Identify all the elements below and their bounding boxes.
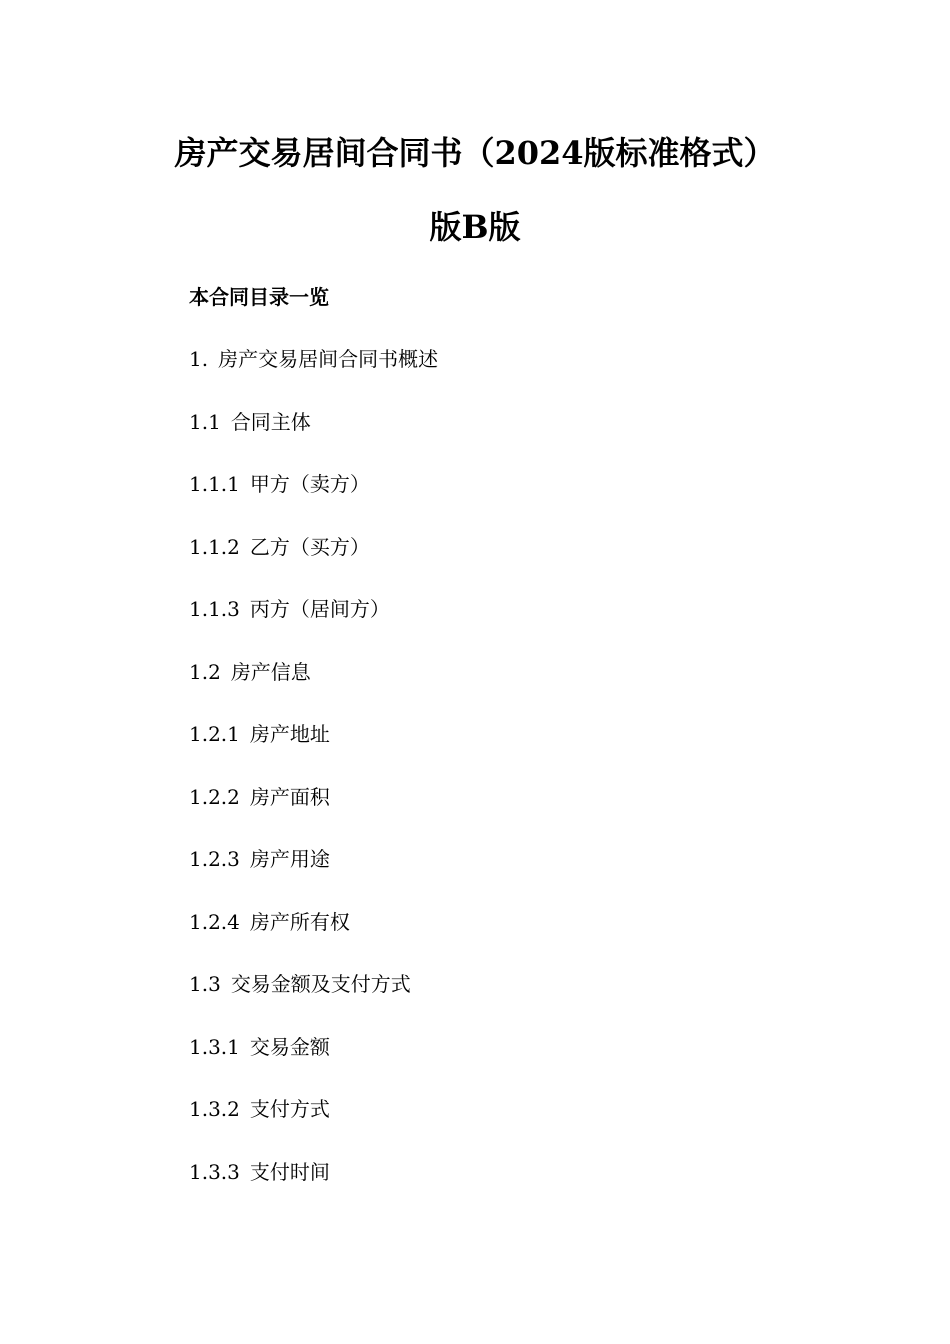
toc-item <box>189 845 438 873</box>
toc-item-text: 房产所有权 <box>249 909 350 934</box>
toc-item-text: 合同主体 <box>230 409 311 434</box>
toc-item-text: 房产交易居间合同书概述 <box>218 347 439 371</box>
toc-item-number: 1.2.2 <box>189 784 240 809</box>
toc-item-number: 1.2.1 <box>189 722 240 746</box>
toc-item-number: 1. <box>189 347 209 371</box>
toc-item <box>189 1033 438 1061</box>
toc-item-number: 1.2.4 <box>189 909 240 934</box>
toc-item-text: 支付方式 <box>249 1097 330 1121</box>
toc-item <box>189 783 438 811</box>
table-of-contents <box>189 283 438 1220</box>
toc-item <box>189 533 438 561</box>
toc-item-text: 乙方（买方） <box>249 534 370 559</box>
toc-item-text: 房产面积 <box>249 784 330 809</box>
toc-item-text: 房产地址 <box>249 722 330 746</box>
toc-item-number: 1.1.2 <box>189 534 240 559</box>
toc-item <box>189 908 438 936</box>
toc-item <box>189 720 438 748</box>
toc-item <box>189 970 438 998</box>
toc-item-number: 1.3.2 <box>189 1097 240 1121</box>
toc-item <box>189 595 438 623</box>
toc-item-number: 1.1.1 <box>189 472 240 496</box>
toc-item-number: 1.1.3 <box>189 597 240 621</box>
toc-heading: 本合同目录一览 <box>189 285 329 309</box>
toc-item-text: 支付时间 <box>249 1159 330 1184</box>
toc-item <box>189 345 438 373</box>
toc-item-number: 1.3 <box>189 972 221 996</box>
toc-item-text: 甲方（卖方） <box>249 472 370 496</box>
toc-item-text: 丙方（居间方） <box>249 597 390 621</box>
toc-item-number: 1.1 <box>189 409 221 434</box>
toc-item-number: 1.3.3 <box>189 1159 240 1184</box>
toc-item <box>189 1095 438 1123</box>
toc-item <box>189 1158 438 1186</box>
toc-item-text: 交易金额 <box>249 1034 330 1059</box>
document-subtitle: 版B版 <box>429 208 521 246</box>
toc-item-text: 房产信息 <box>230 659 311 684</box>
toc-item <box>189 408 438 436</box>
toc-item-number: 1.3.1 <box>189 1034 240 1059</box>
toc-item <box>189 470 438 498</box>
toc-item-text: 交易金额及支付方式 <box>230 972 411 996</box>
document-title: 房产交易居间合同书（2024版标准格式） <box>174 134 776 172</box>
toc-item-number: 1.2.3 <box>189 847 240 871</box>
toc-item-number: 1.2 <box>189 659 221 684</box>
toc-item <box>189 658 438 686</box>
toc-item-text: 房产用途 <box>249 847 330 871</box>
